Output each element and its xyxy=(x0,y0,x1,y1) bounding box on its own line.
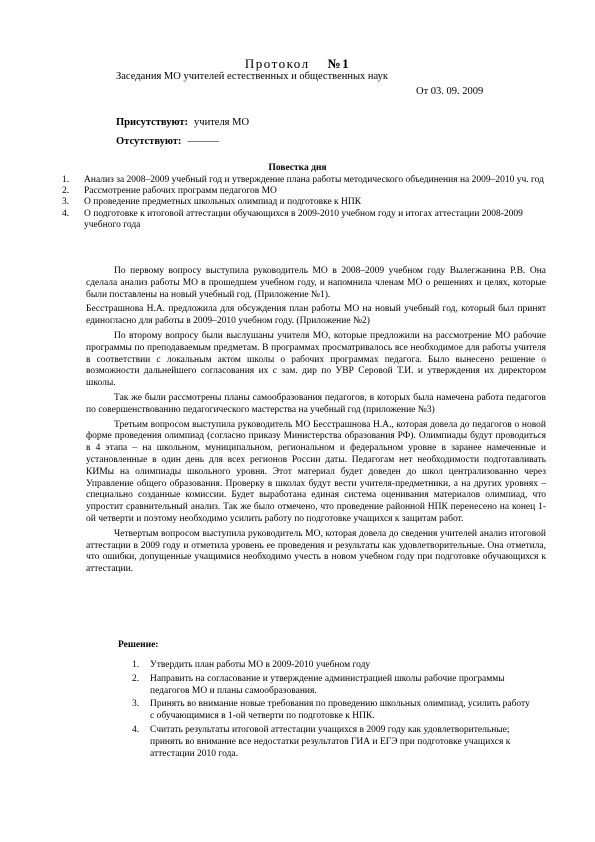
meeting-subtitle: Заседания МО учителей естественных и общественных наук xyxy=(116,71,388,82)
absent-line xyxy=(116,136,219,147)
title-text: Протокол xyxy=(244,56,310,71)
agenda-item-text: О подготовке к итоговой аттестации обучающихся в 2009-2010 учебном году и итогах аттестации 2008-2009 учебного года xyxy=(84,208,523,230)
body-paragraph: Третьим вопросом выступила руководитель МО Бесстрашнова Н.А., которая довела до педагогов о новой форме проведения олимпиад (согласно приказу Министерства образования РФ). Олимпиады будут проводиться в 4 этапа – на школьном, муниципальном, региональном и федеральном уровне в заранее намеченные и установленные в один день для всех регионов России даты. Педагогам нет необходимости подготавливать КИМы на олимпиады школьного уровня. Этот материал будет доведен до школ централизованно через Управление общего образования. Проверку в школах будут вести учителя-предметники, а на других уровнях – специально созданные комиссии. Будет выработана единая система оценивания материалов олимпиад, что упростит сравнительный анализ. Так же было отмечено, что проведение районной НПК перенесено на конец 1-ой четверти и поэтому необходимо усилить работу по подготовке учащихся к защитам работ. xyxy=(86,419,546,524)
body-paragraph: По второму вопросу были выслушаны учителя МО, которые предложили на рассмотрение МО рабочие программы по преподаваемым предметам. В программах просматривалось все необходимое для работы учителя в соответствии с локальным актом школы о рабочих программах педагога. Было вынесено решение о возможности дальнейшего согласования их с зам. дир по УВР Серовой Т.И. и утверждения их директором школы. xyxy=(86,330,546,389)
body-paragraph: Четвертым вопросом выступила руководитель МО, которая довела до сведения учителей анализ итоговой аттестации в 2009 году и отметила уровень ее проведения и результаты как удовлетворительные. Она отметила, что ошибки, допущенные учащимися необходимо учесть в новом учебном году при подготовке обучающихся к аттестации. xyxy=(86,528,546,575)
decision-item-number: 4. xyxy=(132,724,140,735)
decision-title: Решение: xyxy=(118,640,159,650)
agenda-item xyxy=(62,209,552,231)
decision-list xyxy=(132,660,532,762)
agenda-item-number: 1. xyxy=(62,175,70,185)
decision-item-number: 1. xyxy=(132,660,140,670)
agenda-item-number: 3. xyxy=(62,197,70,208)
decision-item xyxy=(132,674,532,698)
decision-item xyxy=(132,660,532,672)
decision-item-number: 2. xyxy=(132,673,140,684)
present-value: учителя МО xyxy=(194,117,250,128)
agenda-item-text: Анализ за 2008–2009 учебный год и утверждение плана работы методического объединения на 2009–2010 уч. год xyxy=(84,175,544,185)
document-title xyxy=(0,56,595,72)
agenda-item xyxy=(62,186,552,197)
absent-value: ——— xyxy=(187,136,219,147)
decision-item-text: Направить на согласование и утверждение администрацией школы рабочие программы педагогов МО и планы самообразования. xyxy=(150,673,505,696)
decision-item-text: Принять во внимание новые требования по проведению школьных олимпиад, усилить работу с обучающимися в 1-ой четверти по подготовке к НПК. xyxy=(150,699,530,722)
agenda-title: Повестка дня xyxy=(268,163,327,173)
protocol-body xyxy=(86,266,546,579)
decision-item-text: Считать результаты итоговой аттестации учащихся в 2009 году как удовлетворительные; принять во внимание все недостатки результатов ГИА и ЕГЭ при подготовке учащихся к аттестации 2010 года. xyxy=(150,724,511,759)
protocol-number: №1 xyxy=(327,56,351,71)
decision-item-text: Утвердить план работы МО в 2009-2010 учебном году xyxy=(150,660,371,670)
agenda-list xyxy=(62,175,552,231)
agenda-item-number: 4. xyxy=(62,208,70,219)
decision-item xyxy=(132,699,532,723)
agenda-item-number: 2. xyxy=(62,186,70,197)
decision-item-number: 3. xyxy=(132,699,140,710)
body-paragraph: По первому вопросу выступила руководитель МО в 2008–2009 учебном году Вылегжанина Р.В. Она сделала анализ работы МО в прошедшем учебном году, и напомнила членам МО о решениях и целях, которые были поставлены на новый учебный год. (Приложение №1). xyxy=(86,266,546,300)
agenda-item xyxy=(62,175,552,186)
agenda-item-text: Рассмотрение рабочих программ педагогов МО xyxy=(84,186,277,197)
absent-label: Отсутствуют: xyxy=(116,136,182,147)
meeting-date: От 03. 09. 2009 xyxy=(416,86,484,97)
present-label: Присутствуют: xyxy=(116,117,189,128)
agenda-item-text: О проведение предметных школьных олимпиад и подготовке к НПК xyxy=(84,197,362,208)
decision-item xyxy=(132,725,532,760)
present-line xyxy=(116,117,249,128)
agenda-item xyxy=(62,197,552,208)
body-paragraph: Бесстрашнова Н.А. предложила для обсуждения план работы МО на новый учебный год, который был принят единогласно для работы в 2009–2010 учебном году. (Приложение №2) xyxy=(86,304,546,327)
body-paragraph: Так же были рассмотрены планы самообразования педагогов, в которых была намечена работа педагогов по совершенствованию педагогического мастерства на учебный год (приложение №3) xyxy=(86,392,546,415)
